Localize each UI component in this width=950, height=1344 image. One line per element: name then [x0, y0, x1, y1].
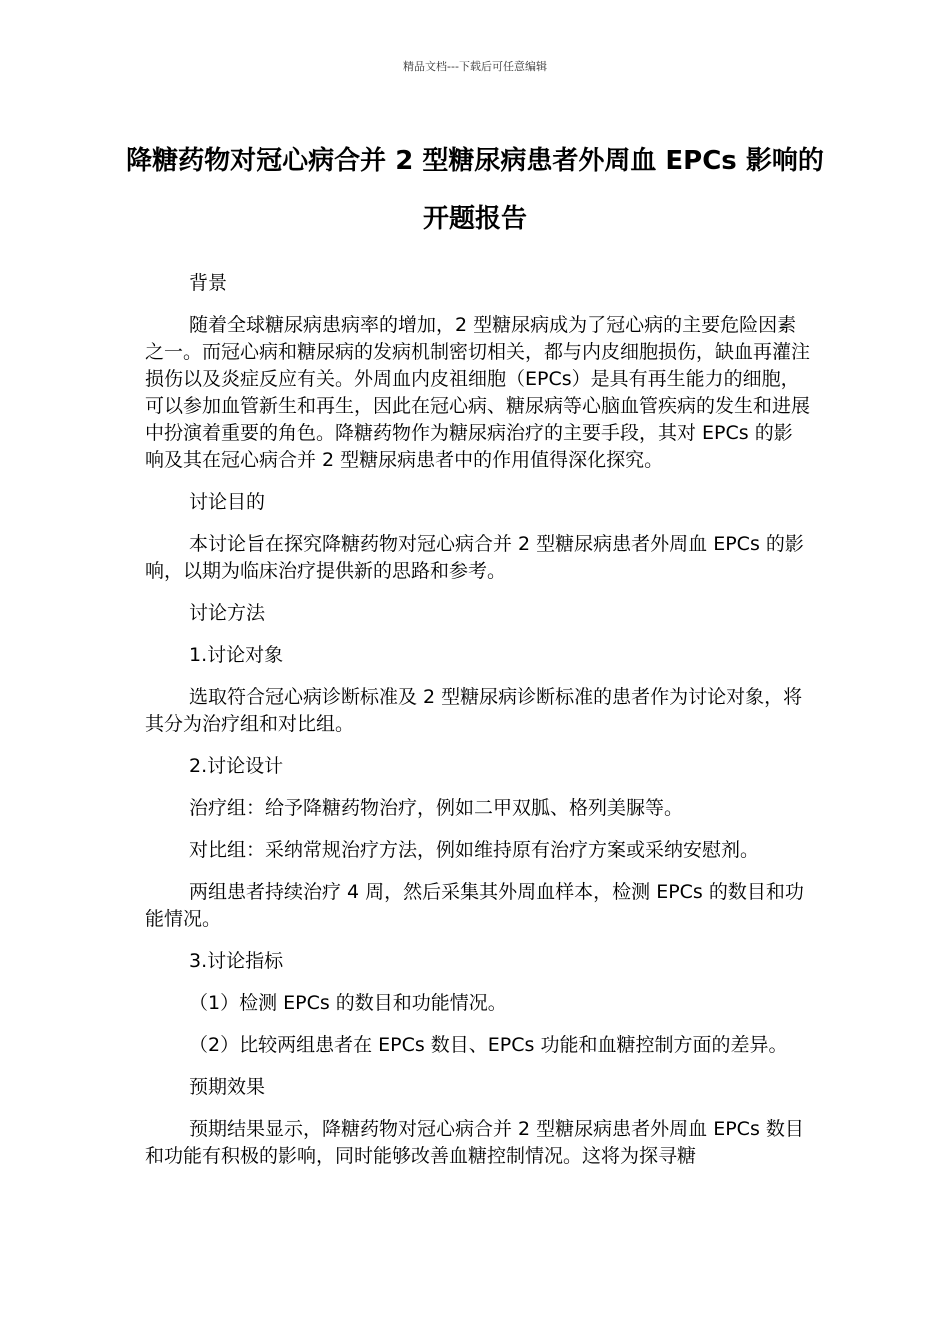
paragraph-purpose: 本讨论旨在探究降糖药物对冠心病合并 2 型糖尿病患者外周血 EPCs 的影响，以期为临床治疗提供新的思路和参考。 [145, 533, 804, 582]
paragraph-treatment-group: 治疗组：给予降糖药物治疗，例如二甲双胍、格列美脲等。 [189, 797, 684, 819]
paragraph-expected: 预期结果显示，降糖药物对冠心病合并 2 型糖尿病患者外周血 EPCs 数目和功能有积极的影响，同时能够改善血糖控制情况。这将为探寻糖 [145, 1118, 804, 1167]
document-title: 降糖药物对冠心病合并 2 型糖尿病患者外周血 EPCs 影响的开题报告 [126, 146, 824, 234]
section-heading-expected: 预期效果 [189, 1076, 266, 1098]
paragraph-subjects: 选取符合冠心病诊断标准及 2 型糖尿病诊断标准的患者作为讨论对象，将其分为治疗组和对比组。 [145, 686, 803, 735]
indicator-item-1: （1）检测 EPCs 的数目和功能情况。 [189, 992, 507, 1014]
subheading-design: 2.讨论设计 [189, 755, 284, 777]
page-header: 精品文档---下载后可任意编辑 [403, 60, 547, 73]
paragraph-background: 随着全球糖尿病患病率的增加，2 型糖尿病成为了冠心病的主要危险因素之一。而冠心病和糖尿病的发病机制密切相关，都与内皮细胞损伤，缺血再灌注损伤以及炎症反应有关。外周血内皮祖细胞（EPCs）是具有再生能力的细胞，可以参加血管新生和再生，因此在冠心病、糖尿病等心脑血管疾病的发生和进展中扮演着重要的角色。降糖药物作为糖尿病治疗的主要手段，其对 EPCs 的影响及其在冠心病合并 2 型糖尿病患者中的作用值得深化探究。 [145, 314, 811, 471]
document-body [145, 270, 810, 1185]
subheading-indicators: 3.讨论指标 [189, 950, 284, 972]
indicator-item-2: （2）比较两组患者在 EPCs 数目、EPCs 功能和血糖控制方面的差异。 [189, 1034, 788, 1056]
paragraph-control-group: 对比组：采纳常规治疗方法，例如维持原有治疗方案或采纳安慰剂。 [189, 839, 760, 861]
section-heading-purpose: 讨论目的 [189, 491, 266, 513]
subheading-subjects: 1.讨论对象 [189, 644, 284, 666]
section-heading-background: 背景 [189, 272, 228, 294]
paragraph-duration: 两组患者持续治疗 4 周，然后采集其外周血样本，检测 EPCs 的数目和功能情况。 [145, 881, 804, 930]
section-heading-methods: 讨论方法 [189, 602, 266, 624]
